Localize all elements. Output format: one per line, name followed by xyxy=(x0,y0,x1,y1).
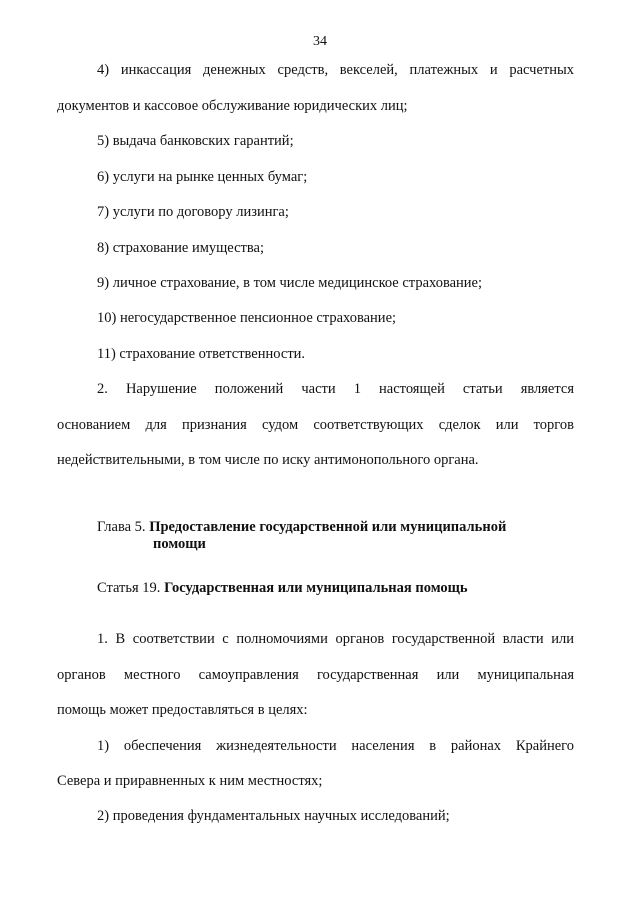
chapter-title-line2: помощи xyxy=(153,536,206,552)
article-prefix: Статья 19. xyxy=(97,580,161,596)
paragraph-2-line2: основанием для признания судом соответствующих сделок или торгов xyxy=(57,417,574,433)
list-item-8: 8) страхование имущества; xyxy=(97,240,264,256)
list-item-11: 11) страхование ответственности. xyxy=(97,346,306,362)
list-item-6: 6) услуги на рынке ценных бумаг; xyxy=(97,169,308,185)
article-item-1-line2: Севера и приравненных к ним местностях; xyxy=(57,773,323,789)
paragraph-2-line3: недействительными, в том числе по иску антимонопольного органа. xyxy=(57,452,479,468)
article-title: Государственная или муниципальная помощь xyxy=(164,580,468,596)
chapter-heading xyxy=(97,518,506,536)
list-item-5: 5) выдача банковских гарантий; xyxy=(97,133,294,149)
chapter-prefix: Глава 5. xyxy=(97,519,146,535)
list-item-10: 10) негосударственное пенсионное страхование; xyxy=(97,310,397,326)
page-number: 34 xyxy=(313,34,327,49)
list-item-7: 7) услуги по договору лизинга; xyxy=(97,204,289,220)
article-item-2: 2) проведения фундаментальных научных исследований; xyxy=(97,808,450,824)
article-heading xyxy=(97,579,468,597)
list-item-4-line2: документов и кассовое обслуживание юридических лиц; xyxy=(57,98,408,114)
article-paragraph-1-line1: 1. В соответствии с полномочиями органов государственной власти или xyxy=(97,631,574,647)
list-item-4-line1: 4) инкассация денежных средств, векселей, платежных и расчетных xyxy=(97,62,574,78)
paragraph-2-line1: 2. Нарушение положений части 1 настоящей статьи является xyxy=(97,381,574,397)
article-item-1-line1: 1) обеспечения жизнедеятельности населения в районах Крайнего xyxy=(97,738,574,754)
article-paragraph-1-line2: органов местного самоуправления государственная или муниципальная xyxy=(57,667,574,683)
chapter-title-line1: Предоставление государственной или муниципальной xyxy=(149,519,507,535)
article-paragraph-1-line3: помощь может предоставляться в целях: xyxy=(57,702,308,718)
list-item-9: 9) личное страхование, в том числе медицинское страхование; xyxy=(97,275,483,291)
